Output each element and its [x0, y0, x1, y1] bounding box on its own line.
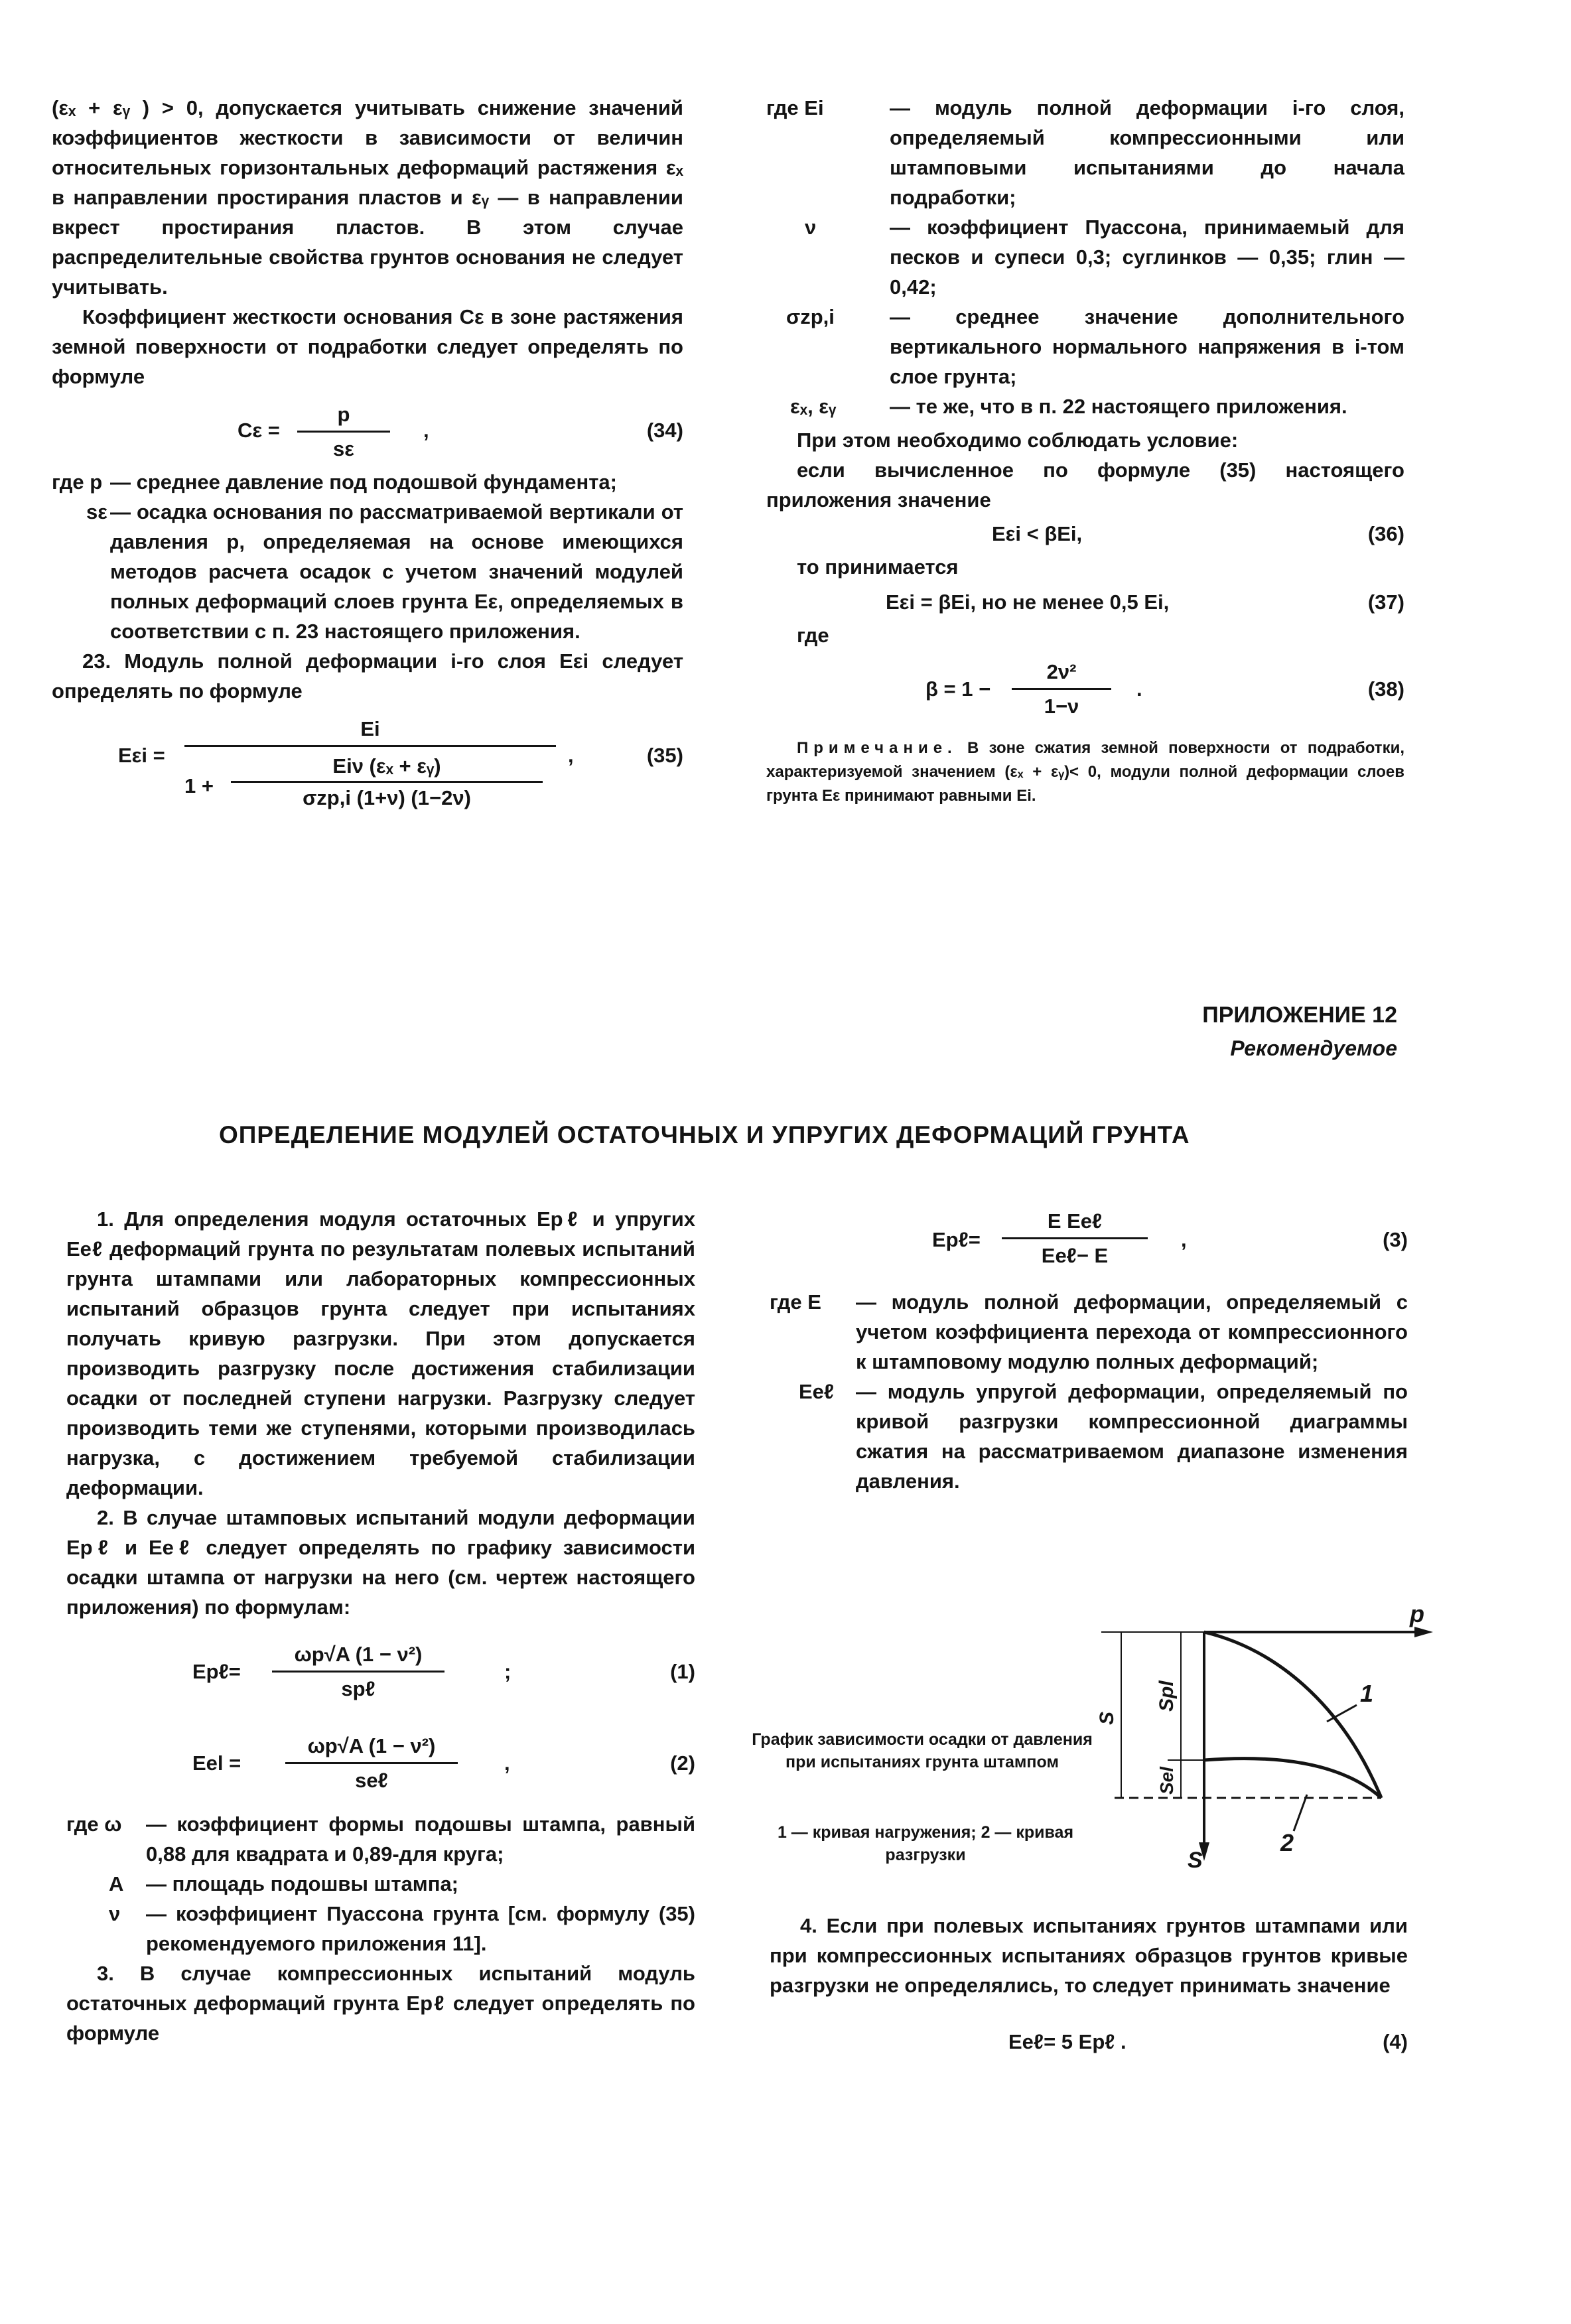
formula-3: Epℓ= E Eeℓ Eeℓ− E , (3)	[770, 1201, 1408, 1287]
definition-row: где p — среднее давление под подошвой фундамента;	[52, 470, 617, 494]
appendix-title: ПРИЛОЖЕНИЕ 12	[1202, 1002, 1397, 1028]
left-column-bottom	[66, 1204, 695, 2048]
paragraph: где	[797, 624, 829, 647]
formula-35: Eεi = Ei 1 + Eiν (εₓ + εᵧ) σzp,i (1+ν) (1−2ν) , (35)	[52, 714, 683, 827]
definition-row: ν — коэффициент Пуассона грунта [см. формулу (35) рекомендуемого приложения 11].	[109, 1902, 695, 1955]
formula-34: Cε = $\frac{p}{s\varepsilon}$ , (34)	[52, 399, 683, 463]
paragraph: 4. Если при полевых испытаниях грунтов штампами или при компрессионных испытаниях образцов грунтов кривые разгрузки не определялись, то следует принимать значение	[770, 1914, 1408, 1997]
definition-row: εₓ, εᵧ — те же, что в п. 22 настоящего приложения.	[790, 395, 1347, 418]
pressure-axis-arrow	[1414, 1627, 1433, 1637]
fraction: $\frac{p}{s\varepsilon}$	[297, 399, 390, 464]
settlement-pressure-graph	[1075, 1596, 1446, 1881]
section-heading: ОПРЕДЕЛЕНИЕ МОДУЛЕЙ ОСТАТОЧНЫХ И УПРУГИХ ДЕФОРМАЦИЙ ГРУНТА	[219, 1121, 1190, 1148]
definition-row: Eeℓ — модуль упругой деформации, определяемый по кривой разгрузки компрессионной диаграммы сжатия на рассматриваемом диапазоне изменения давления.	[799, 1380, 1408, 1493]
paragraph: При этом необходимо соблюдать условие:	[797, 429, 1239, 452]
label-p: p	[1410, 1600, 1424, 1627]
label-spl: Spl	[1156, 1680, 1178, 1712]
paragraph: 3. В случае компрессионных испытаний модуль остаточных деформаций грунта Epℓ следует определять по формуле	[66, 1962, 695, 2045]
definition-row: где ω — коэффициент формы подошвы штампа, равный 0,88 для квадрата и 0,89-для круга;	[66, 1812, 695, 1866]
appendix-header	[1202, 998, 1397, 1065]
formula-36: Eεi < βEi, (36)	[992, 522, 1404, 545]
formula-38: β = 1 − $\frac{\text{2ν²}}{1-\nu}$ . (38)	[766, 654, 1404, 727]
definition-row: где Ei — модуль полной деформации i-го слоя, определяемый компрессионными или штамповыми испытаниями до начала подработки;	[766, 96, 1404, 209]
paragraph: если вычисленное по формуле (35) настоящего приложения значение	[766, 458, 1404, 512]
label-s-total: S	[1096, 1711, 1118, 1725]
formula-1: Epℓ= ωp√A (1 − ν²) spℓ ; (1)	[66, 1637, 695, 1715]
right-column-top	[766, 93, 1404, 808]
label-s-axis: S	[1188, 1848, 1203, 1873]
figure-caption: График зависимости осадки от давления при испытаниях грунта штампом	[752, 1730, 1093, 1771]
paragraph: 2. В случае штамповых испытаний модули деформации Epℓ и Eeℓ следует определять по графику зависимости осадки штампа от нагрузки на него (см. чертеж настоящего приложения) по формулам:	[66, 1506, 695, 1619]
paragraph: 23. Модуль полной деформации i-го слоя Eεi следует определять по формуле	[52, 649, 683, 703]
appendix-subtitle: Рекомендуемое	[1230, 1036, 1397, 1060]
paragraph: 1. Для определения модуля остаточных Epℓ и упругих Eeℓ деформаций грунта по результатам полевых испытаний грунта штампами или лабораторных компрессионных испытаний образцов грунта следует при испытаниях получать кривую разгрузки. При этом допускается производить разгрузку после достижения стабилизации осадки от последней ступени нагрузки. Разгрузку следует производить теми же ступенями, которыми производилась нагрузка, с достижением требуемой стабилизации деформации.	[66, 1207, 695, 1499]
equation-number: (35)	[646, 744, 683, 767]
definition-row: sε — осадка основания по рассматриваемой вертикали от давления p, определяемая на основе имеющихся методов расчета осадок с учетом значений модулей полных деформаций слоев грунта Eε, определяемых в соответствии с п. 23 настоящего приложения.	[86, 500, 683, 643]
definition-row: ν — коэффициент Пуассона, принимаемый для песков и супеси 0,3; суглинков — 0,35; глин — 0,42;	[805, 216, 1404, 299]
paragraph: то принимается	[797, 555, 959, 579]
definition-row: A — площадь подошвы штампа;	[109, 1872, 459, 1895]
formula-lhs: Cε =	[238, 419, 280, 442]
figure-legend: 1 — кривая нагружения; 2 — кривая разгрузки	[777, 1823, 1074, 1864]
paragraph: Коэффициент жесткости основания Cε в зоне растяжения земной поверхности от подработки следует определять по формуле	[52, 305, 683, 388]
leader-2	[1294, 1795, 1307, 1831]
loading-curve	[1204, 1632, 1381, 1798]
label-2: 2	[1280, 1829, 1294, 1856]
unloading-curve	[1204, 1759, 1381, 1798]
right-column-bottom-2	[770, 1911, 1408, 2067]
formula-37: Eεi = βEi, но не менее 0,5 Ei, (37)	[886, 590, 1404, 614]
definition-row: σzp,i — среднее значение дополнительного вертикального нормального напряжения в i-том слое грунта;	[786, 305, 1404, 388]
label-1: 1	[1360, 1680, 1374, 1707]
equation-number: (34)	[646, 419, 683, 442]
right-column-bottom	[770, 1201, 1408, 1496]
paragraph: (εₓ + εᵧ ) > 0, допускается учитывать снижение значений коэффициентов жесткости в зависимости от величин относительных горизонтальных деформаций растяжения εₓ в направлении простирания пластов и εᵧ — в направлении вкрест простирания пластов. В этом случае распределительные свойства грунтов основания не следует учитывать.	[52, 96, 683, 299]
formula-2: Eel = ωp√A (1 − ν²) seℓ , (2)	[66, 1728, 695, 1809]
label-sel: Sel	[1156, 1766, 1177, 1795]
definition-row: где E — модуль полной деформации, определяемый с учетом коэффициента перехода от компрессионного к штамповому модулю полных деформаций;	[770, 1290, 1408, 1373]
left-column-top	[52, 93, 683, 827]
note: Примечание. В зоне сжатия земной поверхности от подработки, характеризуемой значением (εₓ + εᵧ)< 0, модули полной деформации слоев грунта Eε принимают равными Ei.	[766, 739, 1404, 805]
formula-4: Eeℓ= 5 Epℓ . (4)	[1008, 2030, 1408, 2053]
